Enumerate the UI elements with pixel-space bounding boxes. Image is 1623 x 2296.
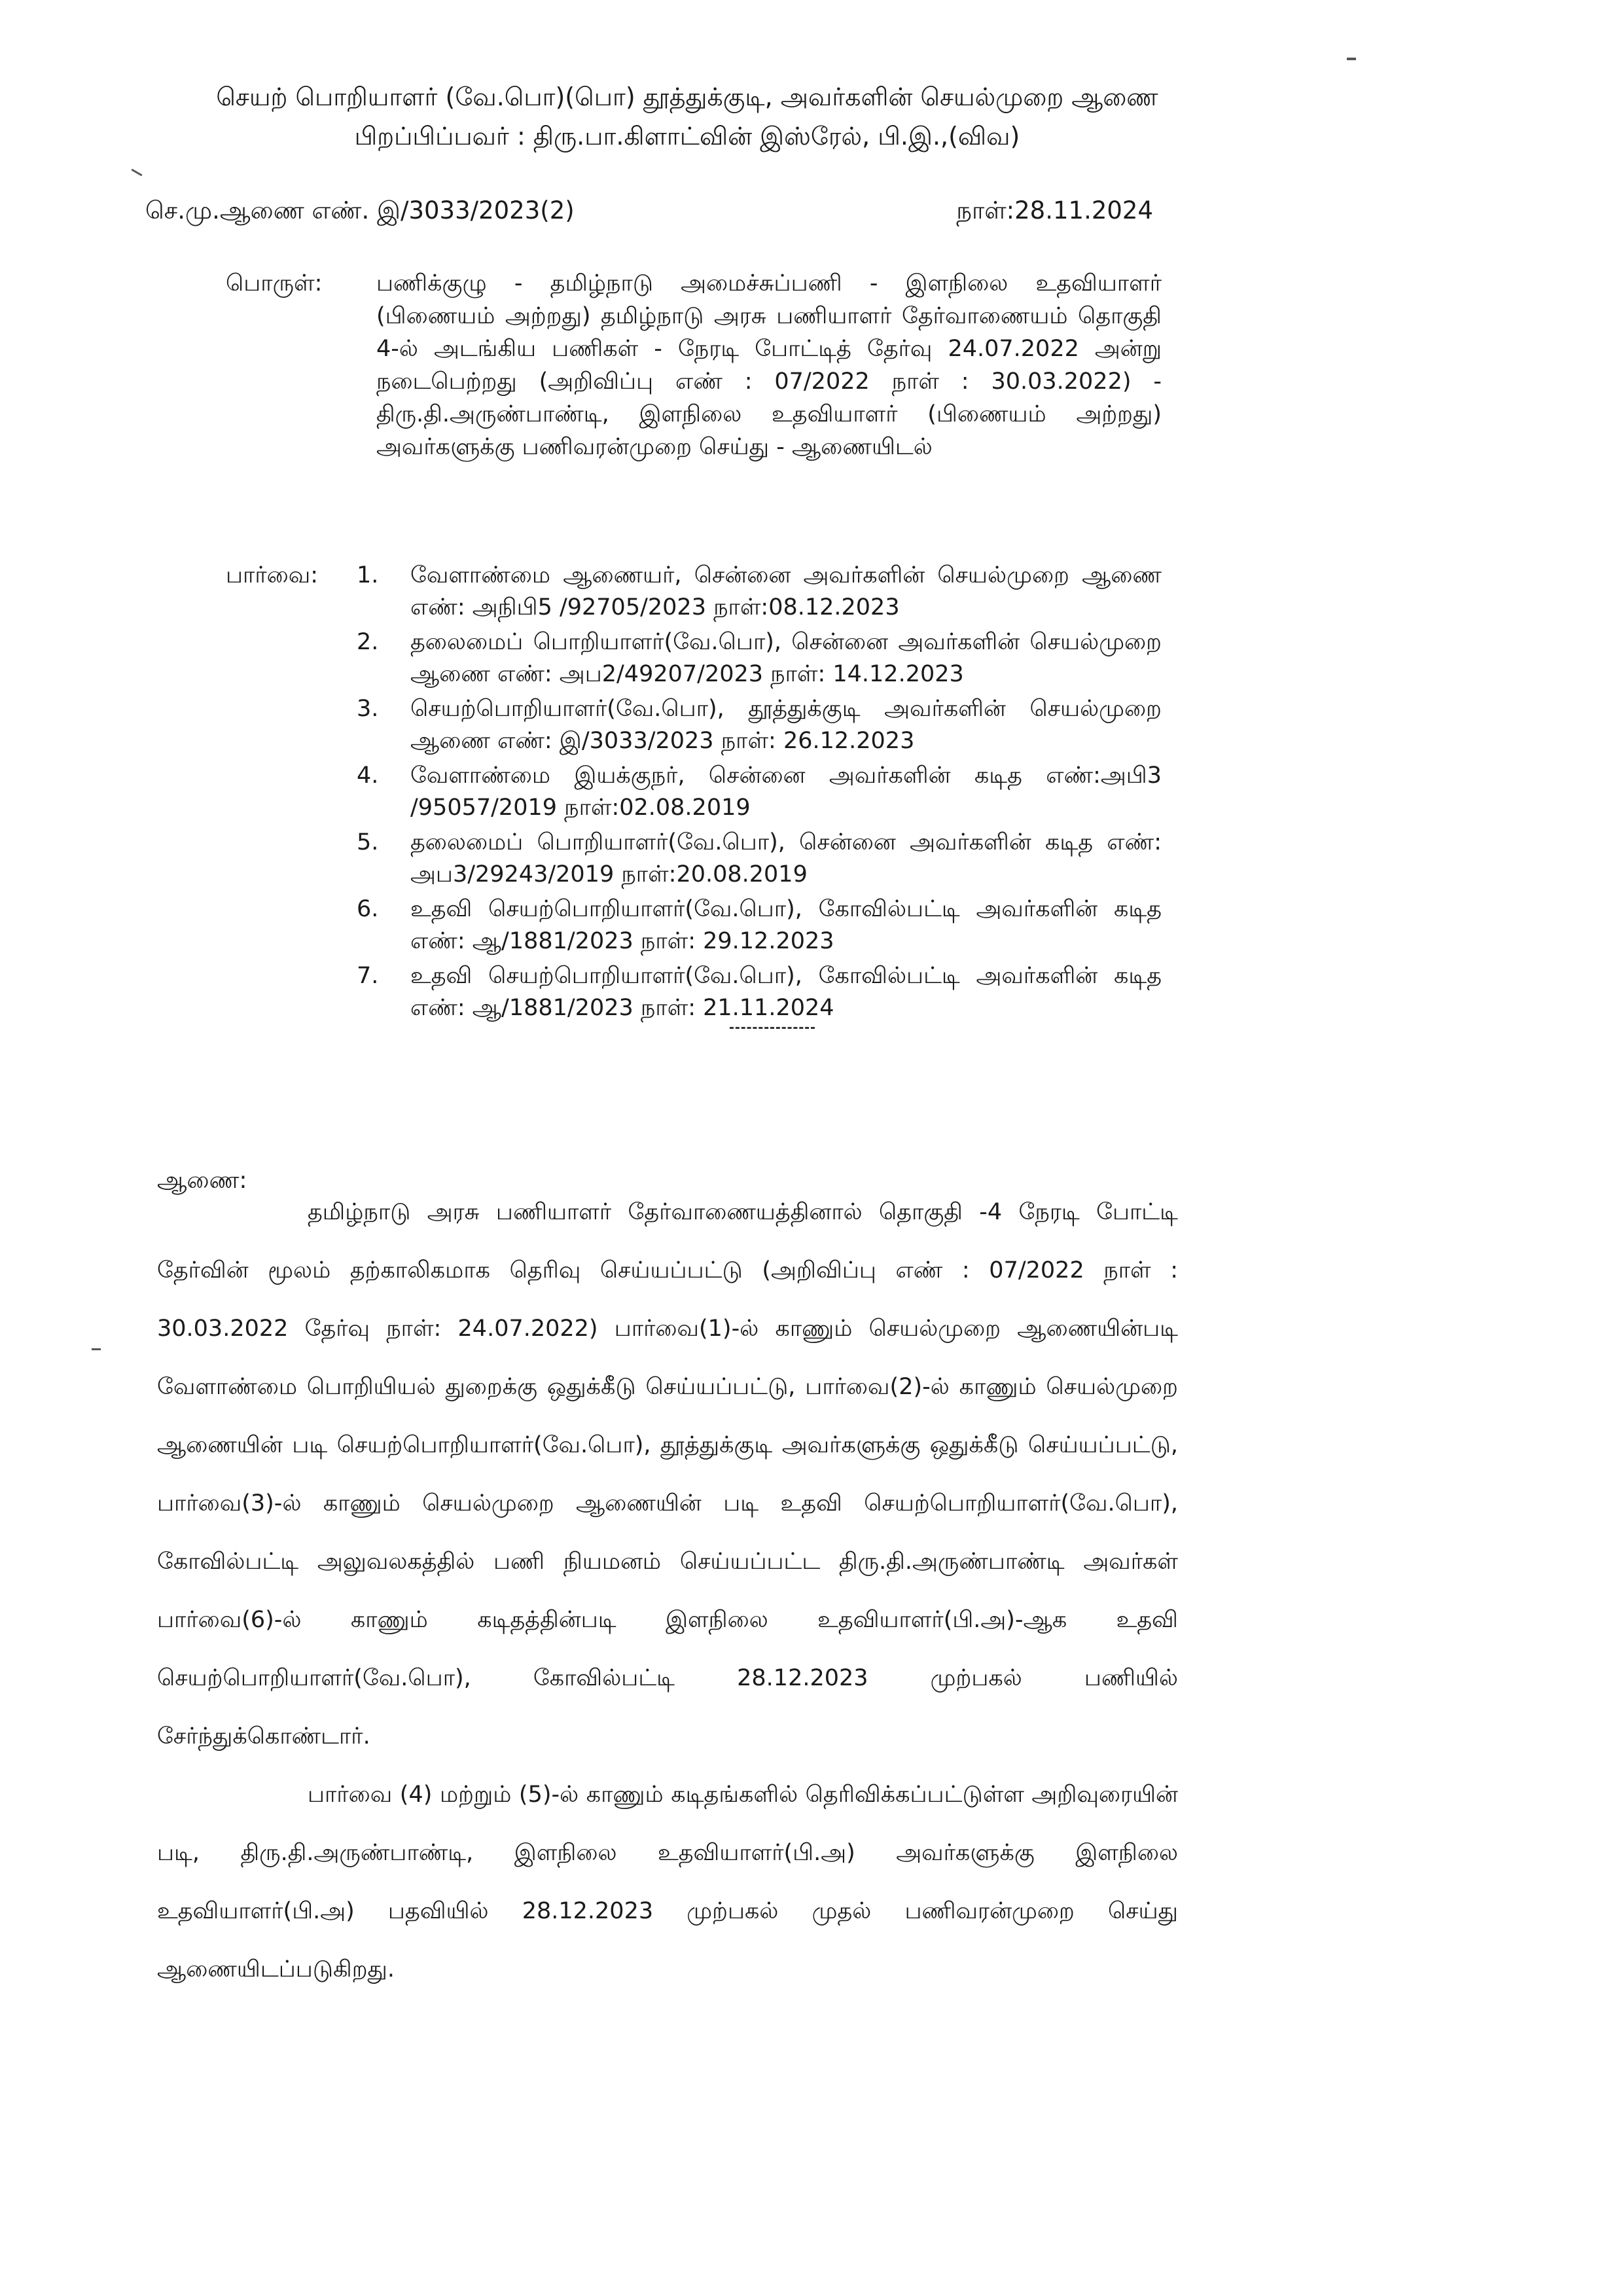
references-list [357,560,1162,1024]
reference-number: 1. [357,562,379,588]
section-divider [730,1027,815,1029]
reference-item [357,827,1162,891]
reference-text: உதவி செயற்பொறியாளர்(வே.பொ), கோவில்பட்டி அவர்களின் கடித எண்: ஆ/1881/2023 நாள்: 21.11.2024 [410,963,1162,1021]
reference-text: வேளாண்மை இயக்குநர், சென்னை அவர்களின் கடித எண்:அபி3 /95057/2019 நாள்:02.08.2019 [410,762,1162,821]
subject-section [226,267,1162,463]
order-paragraph-1: தமிழ்நாடு அரசு பணியாளர் தேர்வாணையத்தினால் தொகுதி -4 நேரடி போட்டி தேர்வின் மூலம் தற்காலிகமாக தெரிவு செய்யப்பட்டு (அறிவிப்பு எண் : 07/2022 நாள் : 30.03.2022 தேர்வு நாள்: 24.07.2022) பார்வை(1)-ல் காணும் செயல்முறை ஆணையின்படி வேளாண்மை பொறியியல் துறைக்கு ஒதுக்கீடு செய்யப்பட்டு, பார்வை(2)-ல் காணும் செயல்முறை ஆணையின் படி செயற்பொறியாளர்(வே.பொ), தூத்துக்குடி அவர்களுக்கு ஒதுக்கீடு செய்யப்பட்டு, பார்வை(3)-ல் காணும் செயல்முறை ஆணையின் படி உதவி செயற்பொறியாளர்(வே.பொ), கோவில்பட்டி அலுவலகத்தில் பணி நியமனம் செய்யப்பட்ட திரு.தி.அருண்பாண்டி அவர்கள் பார்வை(6)-ல் காணும் கடிதத்தின்படி இளநிலை உதவியாளர்(பி.அ)-ஆக உதவி செயற்பொறியாளர்(வே.பொ), கோவில்பட்டி 28.12.2023 முற்பகல் பணியில் சேர்ந்துக்கொண்டார். [157,1199,1178,1749]
references-section [226,560,1162,1029]
reference-number: 6. [357,896,379,922]
reference-text: தலைமைப் பொறியாளர்(வே.பொ), சென்னை அவர்களின் கடித எண்: அப3/29243/2019 நாள்:20.08.2019 [410,829,1162,888]
reference-text: தலைமைப் பொறியாளர்(வே.பொ), சென்னை அவர்களின் செயல்முறை ஆணை எண்: அப2/49207/2023 நாள்: 14.12.2023 [410,629,1162,687]
order-paragraph-2: பார்வை (4) மற்றும் (5)-ல் காணும் கடிதங்களில் தெரிவிக்கப்பட்டுள்ள அறிவுரையின் படி, திரு.தி.அருண்பாண்டி, இளநிலை உதவியாளர்(பி.அ) அவர்களுக்கு இளநிலை உதவியாளர்(பி.அ) பதவியில் 28.12.2023 முற்பகல் முதல் பணிவரன்முறை செய்து ஆணையிடப்படுகிறது. [157,1782,1178,1982]
reference-number: 7. [357,963,379,989]
reference-text: வேளாண்மை ஆணையர், சென்னை அவர்களின் செயல்முறை ஆணை எண்: அநிபி5 /92705/2023 நாள்:08.12.2023 [410,562,1162,620]
reference-number: 3. [357,696,379,722]
reference-text: செயற்பொறியாளர்(வே.பொ), தூத்துக்குடி அவர்களின் செயல்முறை ஆணை எண்: இ/3033/2023 நாள்: 26.12.2023 [410,696,1162,754]
reference-number: 4. [357,762,379,789]
order-number: செ.மு.ஆணை எண். இ/3033/2023(2) [145,196,575,224]
order-label: ஆணை: [157,1167,247,1194]
header-title: செயற் பொறியாளர் (வே.பொ)(பொ) தூத்துக்குடி, அவர்களின் செயல்முறை ஆணை [216,82,1158,111]
scan-mark [131,169,142,177]
order-date: நாள்:28.11.2024 [956,196,1153,224]
subject-label: பொருள்: [226,270,323,296]
reference-text: உதவி செயற்பொறியாளர்(வே.பொ), கோவில்பட்டி அவர்களின் கடித எண்: ஆ/1881/2023 நாள்: 29.12.2023 [410,896,1162,954]
scan-mark [1347,58,1356,60]
subject-text: பணிக்குழு - தமிழ்நாடு அமைச்சுப்பணி - இளநிலை உதவியாளர் (பிணையம் அற்றது) தமிழ்நாடு அரசு பணியாளர் தேர்வாணையம் தொகுதி 4-ல் அடங்கிய பணிகள் - நேரடி போட்டித் தேர்வு 24.07.2022 அன்று நடைபெற்றது (அறிவிப்பு எண் : 07/2022 நாள் : 30.03.2022) - திரு.தி.அருண்பாண்டி, இளநிலை உதவியாளர் (பிணையம் அற்றது) அவர்களுக்கு பணிவரன்முறை செய்து - ஆணையிடல் [376,270,1162,460]
reference-item [357,960,1162,1024]
references-label: பார்வை: [226,562,319,588]
reference-item [357,626,1162,691]
reference-item [357,693,1162,757]
reference-number: 5. [357,829,379,855]
document-header [131,77,1243,156]
reference-item [357,560,1162,624]
header-issuer: பிறப்பிப்பவர் : திரு.பா.கிளாட்வின் இஸ்ரேல், பி.இ.,(விவ) [354,122,1020,151]
order-body [157,1183,1178,1999]
reference-number: 2. [357,629,379,655]
scan-mark [92,1348,101,1350]
reference-item [357,893,1162,958]
reference-item [357,760,1162,824]
